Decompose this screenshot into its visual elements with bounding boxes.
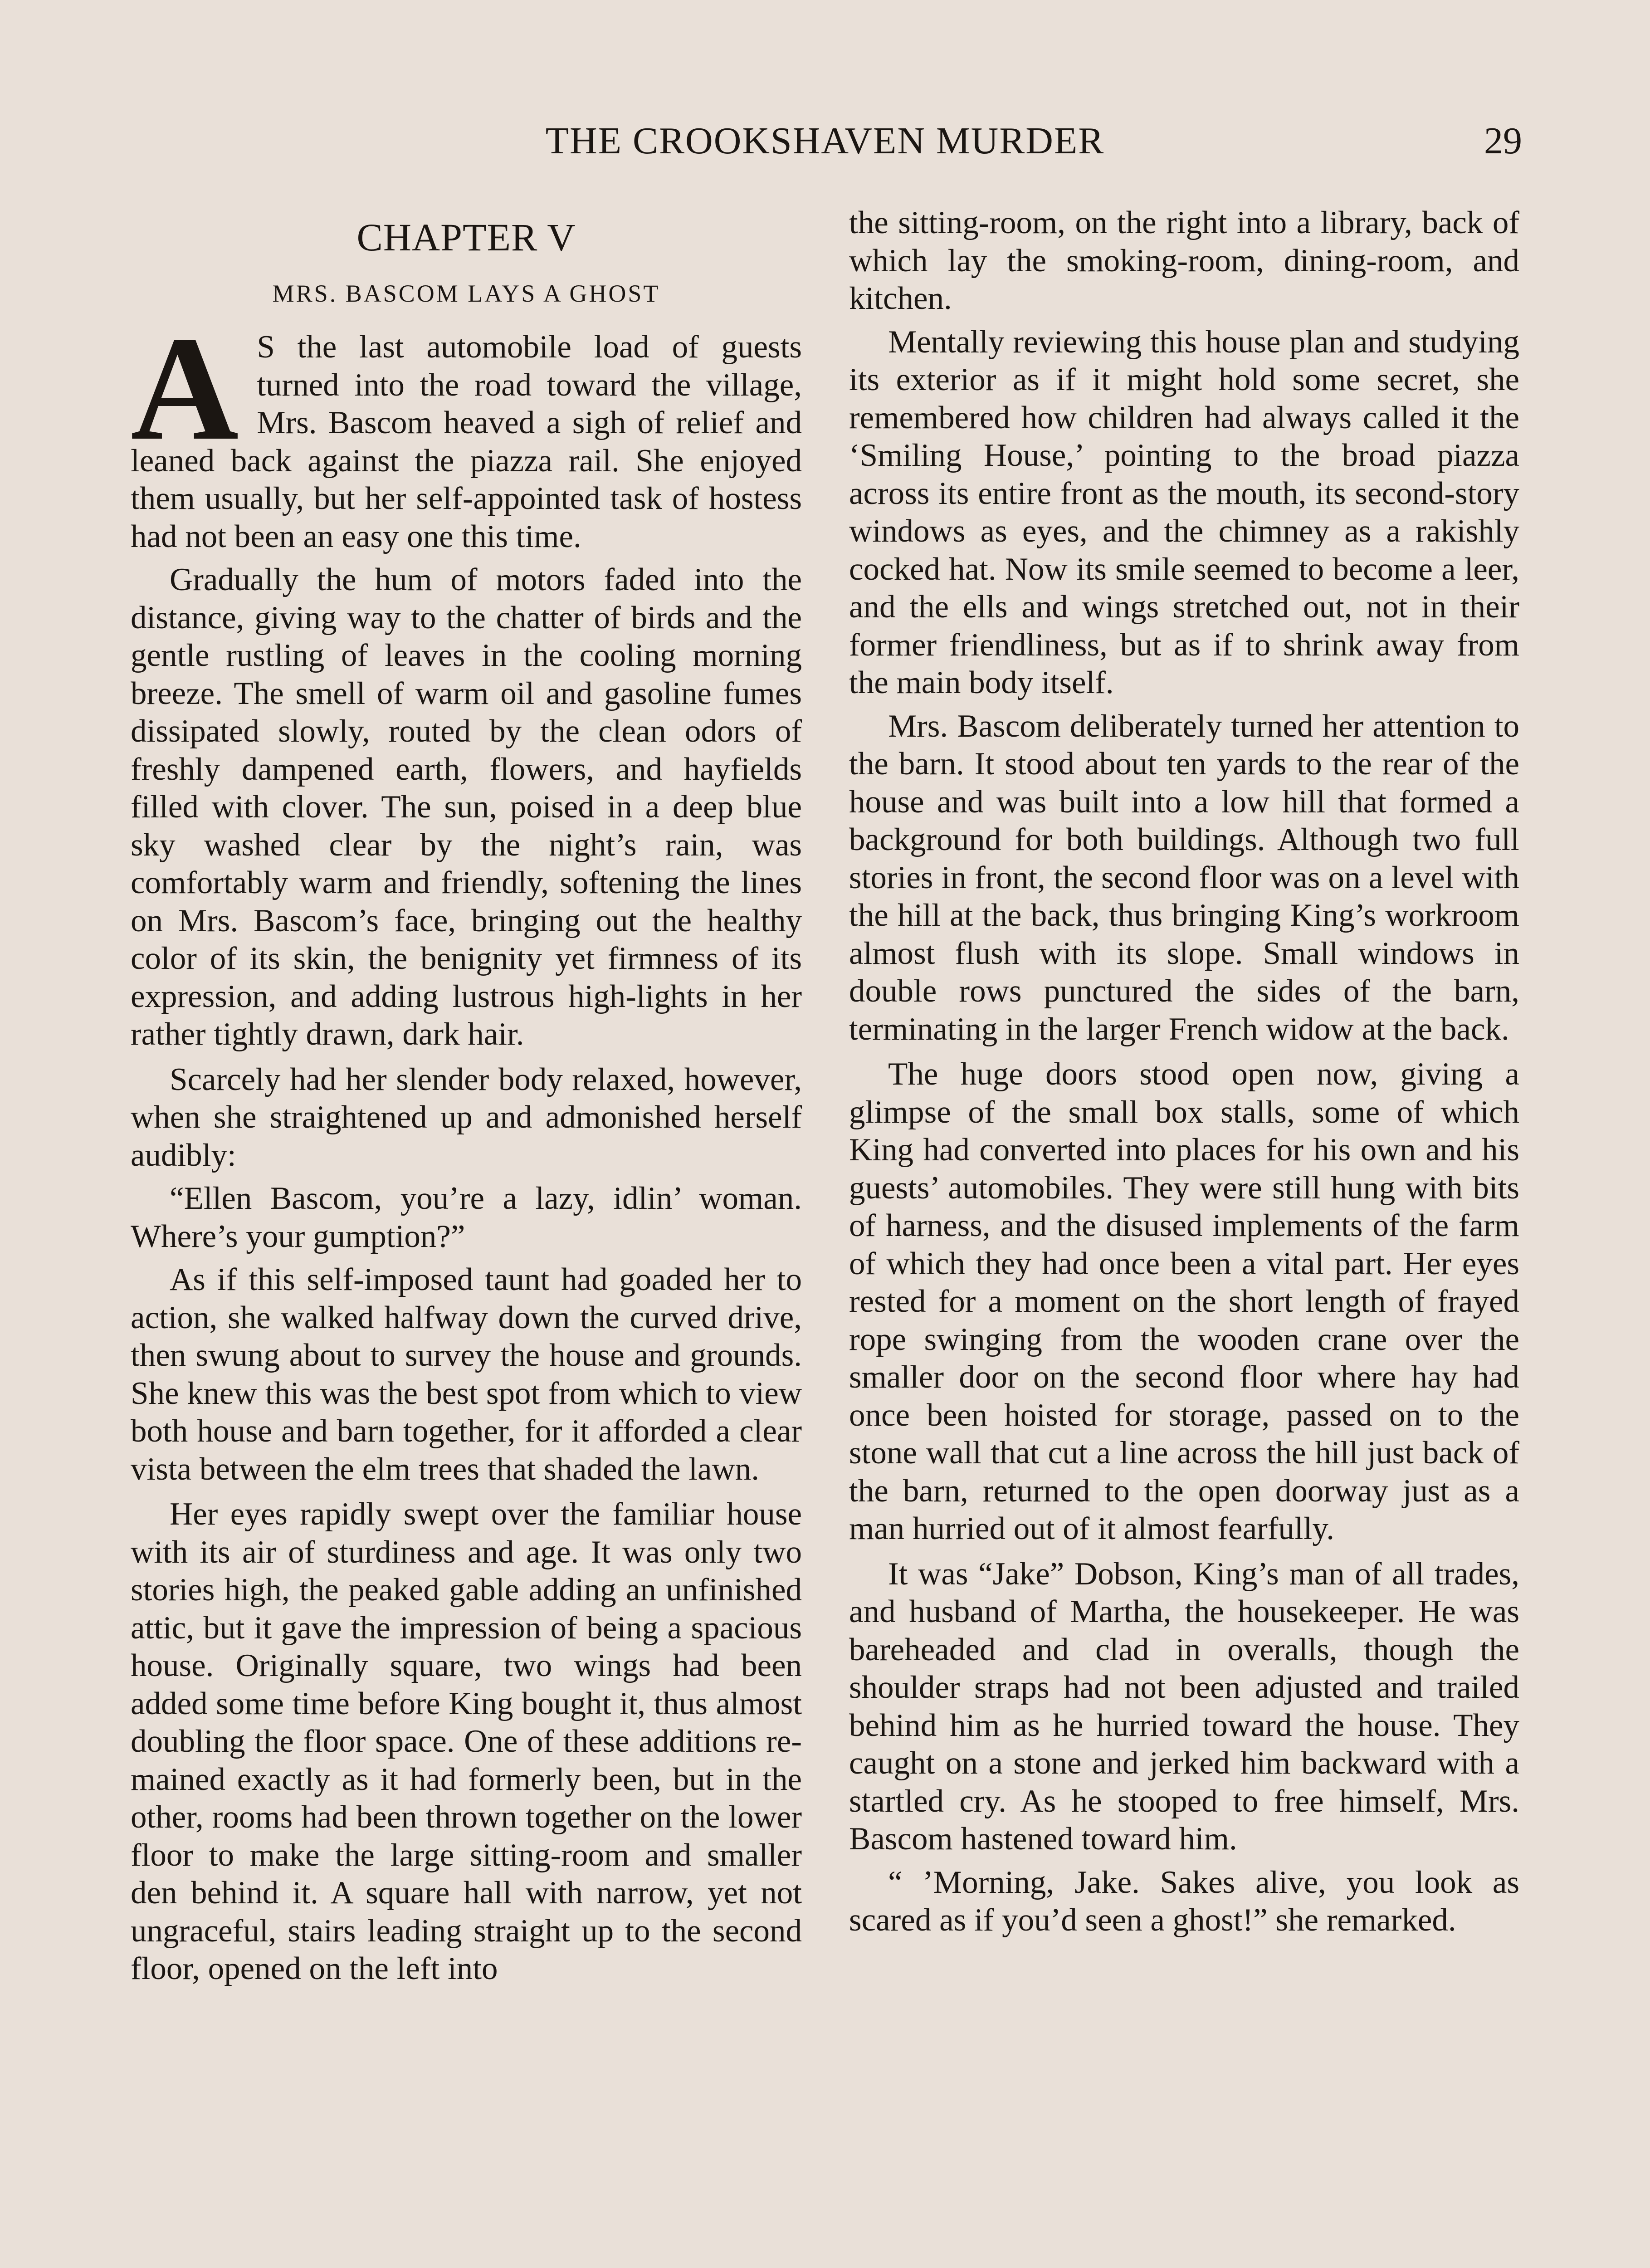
paragraph: the sitting-room, on the right into a library, back of which lay the smoking-room, dining-room, and kitchen.	[849, 205, 1519, 316]
paragraph: Gradually the hum of motors faded into the distance, giving way to the chatter of birds and the gentle rustling of leaves in the cooling morning breeze. The smell of warm oil and gasoline fumes dissipated slowly, routed by the clean odors of freshly dampened earth, flowers, and hayfields filled with clover. The sun, poised in a deep blue sky washed clear by the night’s rain, was comfortably warm and friendly, softening the lines on Mrs. Bascom’s face, bringing out the healthy color of its skin, the benignity yet firmness of its expression, and adding lustrous high-lights in her rather tightly drawn, dark hair.	[131, 562, 802, 1052]
paragraph: Her eyes rapidly swept over the familiar house with its air of sturdiness and age. It was only two stories high, the peaked gable adding an unfinished attic, but it gave the impression of being a spacious house. Originally square, two wings had been added some time before King bought it, thus almost doubling the floor space. One of these additions remained exactly as it had formerly been, but in the other, rooms had been thrown together on the lower floor to make the large sitting-room and smaller den behind it. A square hall with narrow, yet not ungraceful, stairs leading straight up to the second floor, opened on the left into	[131, 1496, 802, 1986]
left-column	[131, 204, 802, 1994]
chapter-title: CHAPTER V	[356, 215, 576, 259]
paragraph: Mentally reviewing this house plan and studying its exterior as if it might hold some secret, she remembered how children had always called it the ‘Smiling House,’ pointing to the broad piazza across its entire front as the mouth, its second-story windows as eyes, and the chimney as a rakishly cocked hat. Now its smile seemed to become a leer, and the ells and wings stretched out, not in their former friendliness, but as if to shrink away from the main body itself.	[849, 324, 1519, 700]
running-title: THE CROOKSHAVEN MURDER	[545, 120, 1105, 162]
paragraph-text: S the last automobile load of guests turned into the road toward the village, Mrs. Bascom heaved a sigh of relief and leaned back against the piazza rail. She enjoyed them usually, but her self-appointed task of hostess had not been an easy one this time.	[131, 329, 802, 554]
drop-cap: A	[131, 306, 239, 471]
paragraph: Scarcely had her slender body relaxed, however, when she straightened up and admonished herself audibly:	[131, 1061, 802, 1173]
page-number: 29	[1484, 120, 1522, 162]
paragraph	[131, 306, 802, 556]
paragraph: Mrs. Bascom deliberately turned her attention to the barn. It stood about ten yards to the rear of the house and was built into a low hill that formed a background for both buildings. Although two full stories in front, the second floor was on a level with the hill at the back, thus bringing King’s workroom almost flush with its slope. Small windows in double rows punctured the sides of the barn, terminating in the larger French widow at the back.	[849, 708, 1519, 1047]
paragraph: It was “Jake” Dobson, King’s man of all trades, and husband of Martha, the housekeeper. He was bareheaded and clad in overalls, though the shoulder straps had not been adjusted and trailed behind him as he hurried toward the house. They caught on a stone and jerked him backward with a startled cry. As he stooped to free himself, Mrs. Bascom hastened toward him.	[849, 1556, 1519, 1857]
paragraph: “ ’Morning, Jake. Sakes alive, you look as scared as if you’d seen a ghost!” she remarked.	[849, 1864, 1519, 1938]
paragraph: As if this self-imposed taunt had goaded her to action, she walked halfway down the curved drive, then swung about to survey the house and grounds. She knew this was the best spot from which to view both house and barn together, for it afforded a clear vista between the elm trees that shaded the lawn.	[131, 1262, 802, 1487]
paragraph: The huge doors stood open now, giving a glimpse of the small box stalls, some of which King had converted into places for his own and his guests’ automobiles. They were still hung with bits of harness, and the disused implements of the farm of which they had once been a vital part. Her eyes rested for a moment on the short length of frayed rope swinging from the wooden crane over the smaller door on the second floor where hay had once been hoisted for storage, passed on to the stone wall that cut a line across the hill just back of the barn, returned to the open doorway just as a man hurried out of it almost fearfully.	[849, 1056, 1519, 1546]
paragraph: “Ellen Bascom, you’re a lazy, idlin’ woman. Where’s your gumption?”	[131, 1181, 802, 1254]
page-header	[0, 119, 1650, 173]
chapter-subtitle: MRS. BASCOM LAYS A GHOST	[272, 280, 660, 307]
right-column	[849, 204, 1519, 1945]
